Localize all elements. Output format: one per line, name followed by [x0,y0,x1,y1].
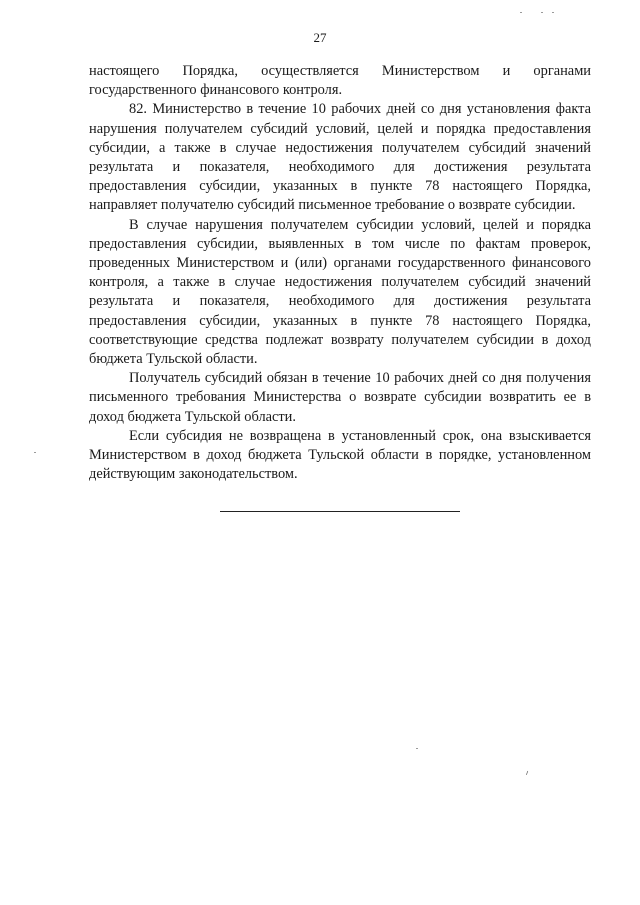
end-separator-line [220,511,460,512]
scan-speck [552,12,554,13]
paragraph-return-obligation: Получатель субсидий обязан в течение 10 рабочих дней со дня получения письменного требования Министерства о возврате субсидии возвратить ее в доход бюджета Тульской области. [89,370,591,425]
scan-speck [416,748,418,749]
page-number: 27 [313,30,327,45]
paragraph-violation: В случае нарушения получателем субсидии условий, целей и порядка предоставления субсидии, выявленных в том числе по фактам проверок, проведенных Министерством и (или) органами государственного финансового контроля, а также в случае недостижения получателем субсидий значений результата и показателя, необходимого для достижения результата предоставления субсидии, указанных в пункте 78 настоящего Порядка, соответствующие средства подлежат возврату получателем субсидии в доход бюджета Тульской области. [89,216,591,368]
scan-mark: ᐟ [524,769,532,782]
scan-speck [520,12,522,13]
scan-speck [34,452,36,453]
paragraph-continuation: настоящего Порядка, осуществляется Министерством и органами государственного финансового контроля. [89,63,591,99]
scan-speck [541,12,543,13]
paragraph-82: 82. Министерство в течение 10 рабочих дней со дня установления факта нарушения получателем субсидий условий, целей и порядка предоставления субсидии, а также в случае недостижения получателем субсидий значений результата и показателя, необходимого для достижения результата предоставления субсидии, указанных в пункте 78 настоящего Порядка, направляет получателю субсидий письменное требование о возврате субсидии. [89,101,591,214]
document-body [89,62,591,484]
paragraph-recovery: Если субсидия не возвращена в установленный срок, она взыскивается Министерством в доход бюджета Тульской области в порядке, установленном действующим законодательством. [89,427,591,483]
